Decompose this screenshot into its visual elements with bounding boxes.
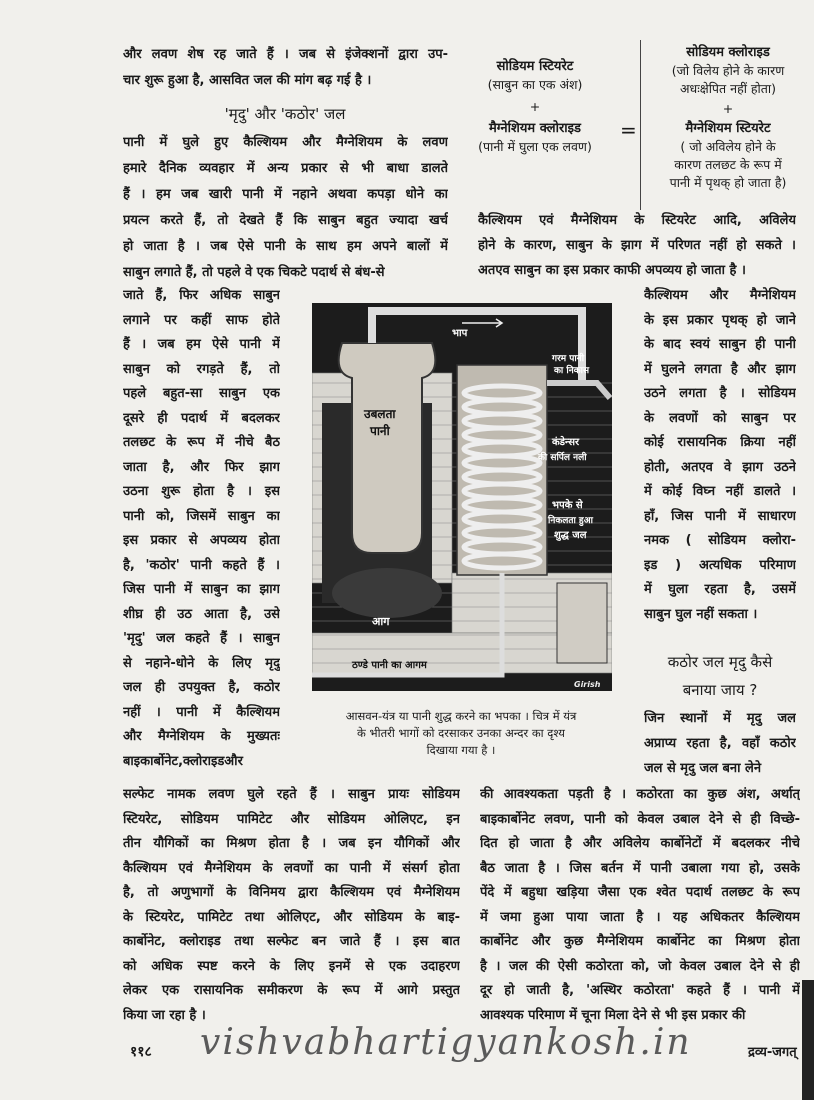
text-line: अप्राप्य रहता है, वहाँ कठोर xyxy=(644,736,796,751)
text-line: बैठ जाता है । जिस बर्तन में पानी उबाला गया हो, उसके xyxy=(480,860,800,876)
label-condenser: कंडेन्सर xyxy=(552,437,580,448)
text-line: कार्बोनेट और कुछ मैग्नेशियम कार्बोनेट का मिश्रण होता xyxy=(480,934,800,949)
equation-sodium-chloride: सोडियम क्लोराइड xyxy=(686,45,770,60)
label-boiling-water: पानी xyxy=(370,424,390,438)
text-line: नहीं । पानी में कैल्शियम xyxy=(123,704,280,720)
caption-line: दिखाया गया है । xyxy=(426,743,496,757)
text-line: लगाने पर कहीं साफ होते xyxy=(123,312,280,328)
text-line: की आवश्यकता पड़ती है । कठोरता का कुछ अंश, अर्थात् xyxy=(480,787,800,802)
text-line: पहले बहुत-सा साबुन एक xyxy=(123,386,280,401)
text-line: किया जा रहा है । xyxy=(123,1007,206,1023)
text-line: पानी में घुले हुए कैल्शियम और मैग्नेशियम के लवण xyxy=(123,135,448,150)
section1-narrow-column xyxy=(123,284,280,774)
equation-divider xyxy=(640,40,641,210)
boiler xyxy=(339,343,436,553)
label-hot-water-outlet: गरम पानी xyxy=(552,354,585,364)
watermark: vishvabhartigyankosh.in xyxy=(200,1022,692,1063)
label-steam: भाप xyxy=(452,328,468,339)
equation-note: (जो विलेय होने के कारण xyxy=(671,63,785,78)
text-line: 'मृदु' जल कहते हैं । साबुन xyxy=(123,631,280,646)
label-condenser: की सर्पिल नली xyxy=(538,453,587,463)
text-line: में कोई विघ्न नहीं डालते । xyxy=(644,484,796,499)
equation-magnesium-stearate: मैग्नेशियम स्टियरेट xyxy=(685,121,771,136)
page-number: ११८ xyxy=(130,1044,152,1060)
text-line: पेंदे में बहुधा खड़िया जैसा एक श्वेत पदार्थ तलछट के रूप xyxy=(480,885,800,900)
label-cold-water-inlet: ठण्डे पानी का आगम xyxy=(352,660,427,671)
text-line: जाता है, और फिर झाग xyxy=(123,459,280,475)
intro-paragraph xyxy=(123,42,448,94)
equation-plus: + xyxy=(529,99,541,114)
text-line: जाते हैं, फिर अधिक साबुन xyxy=(123,288,280,303)
equation-note: कारण तलछट के रूप में xyxy=(674,157,782,172)
text-line: के स्टियरेट, पामिटेट तथा ओलिएट, और सोडियम के बाइ- xyxy=(123,909,460,925)
text-line: दूसरे ही पदार्थ में बदलकर xyxy=(123,410,280,426)
text-line: में घुलने लगता है और झाग xyxy=(644,361,796,377)
heading-line: बनाया जाय ? xyxy=(682,681,758,699)
section3-narrow-column xyxy=(644,706,796,781)
caption-line: आसवन-यंत्र या पानी शुद्ध करने का भपका । चित्र में यंत्र xyxy=(345,709,577,723)
text-line: शीघ्र ही उठ आता है, उसे xyxy=(123,606,280,622)
text-line: कोई रासायनिक क्रिया नहीं xyxy=(644,435,796,450)
equation-note: पानी में पृथक् हो जाता है) xyxy=(669,175,787,190)
section1-bottom-paragraph xyxy=(123,783,460,1028)
text-line: साबुन लगाते हैं, तो पहले वे एक चिकटे पदार्थ से बंध-से xyxy=(123,265,385,280)
label-hot-water-outlet: का निकास xyxy=(554,366,590,376)
text-line: और लवण शेष रह जाते हैं । जब से इंजेक्शनों द्वारा उप- xyxy=(123,47,448,62)
equation-note: अधःक्षेपित नहीं होता) xyxy=(679,81,777,96)
label-pure-water: शुद्ध जल xyxy=(554,530,587,541)
text-line: इड ) अत्यधिक परिमाण xyxy=(644,557,796,573)
text-line: को अधिक स्पष्ट करने के लिए इनमें से एक उदाहरण xyxy=(123,958,460,974)
text-line: साबुन घुल नहीं सकता । xyxy=(644,606,758,622)
text-line: जल ही उपयुक्त है, कठोर xyxy=(123,680,280,695)
equation-note: (साबुन का एक अंश) xyxy=(487,77,583,92)
equation-right xyxy=(648,44,808,192)
figure-caption xyxy=(308,708,614,759)
text-line: है, 'कठोर' पानी कहते हैं । xyxy=(123,557,280,573)
text-line: और मैग्नेशियम के मुख्यतः xyxy=(123,729,280,744)
text-line: है । जल की ऐसी कठोरता को, जो केवल उबाल देने से ही xyxy=(480,958,800,974)
text-line: के बाद स्वयं साबुन ही पानी xyxy=(644,337,796,352)
section1-paragraph xyxy=(123,130,448,286)
text-line: तीन यौगिकों का मिश्रण होता है । जब इन यौगिकों और xyxy=(123,836,460,851)
text-line: जिस पानी में साबुन का झाग xyxy=(123,582,280,597)
text-line: कैल्शियम एवं मैग्नेशियम के स्टियरेट आदि, अविलेय xyxy=(478,213,796,228)
text-line: सल्फेट नामक लवण घुले रहते हैं । साबुन प्रायः सोडियम xyxy=(123,787,460,802)
section-heading-softening xyxy=(650,648,790,704)
text-line: साबुन को रगड़ते हैं, तो xyxy=(123,361,280,377)
text-line: इस प्रकार से अपव्यय होता xyxy=(123,533,280,548)
text-line: पानी को, जिसमें साबुन का xyxy=(123,508,280,524)
section3-bottom-paragraph xyxy=(480,783,800,1028)
text-line: कैल्शियम एवं मैग्नेशियम के लवणों का पानी में संसर्ग होता xyxy=(123,860,460,876)
text-line: है, तो अणुभागों के विनिमय द्वारा कैल्शियम एवं मैग्नेशियम xyxy=(123,885,460,900)
equation-equals: = xyxy=(620,118,637,142)
text-line: कार्बोनेट, क्लोराइड तथा सल्फेट बन जाते हैं । इस बात xyxy=(123,934,460,949)
text-line: बाइकार्बोनेट,क्लोराइडऔर xyxy=(123,753,243,769)
text-line: उठने लगता है । सोडियम xyxy=(644,386,796,401)
text-line: स्टियरेट, सोडियम पामिटेट और सोडियम ओलिएट, इन xyxy=(123,811,460,827)
distillation-apparatus-illustration xyxy=(312,303,612,691)
text-line: अतएव साबुन का इस प्रकार काफी अपव्यय हो जाता है । xyxy=(478,263,746,278)
collection-bucket xyxy=(557,583,607,663)
text-line: में घुला रहता है, उसमें xyxy=(644,582,796,597)
caption-line: के भीतरी भागों को दरसाकर उनका अन्दर का दृश्य xyxy=(357,726,565,740)
equation-note: (पानी में घुला एक लवण) xyxy=(478,139,592,154)
equation-magnesium-chloride: मैग्नेशियम क्लोराइड xyxy=(489,121,581,136)
text-line: आवश्यक परिमाण में चूना मिला देने से भी इस प्रकार की xyxy=(480,1007,746,1023)
text-line: नमक ( सोडियम क्लोरा- xyxy=(644,533,796,548)
text-line: तलछट के रूप में नीचे बैठ xyxy=(123,435,280,450)
label-fire: आग xyxy=(372,615,390,628)
equation-left-top xyxy=(455,58,615,156)
label-boiling-water: उबलता xyxy=(364,407,396,421)
section2-narrow-column xyxy=(644,284,796,627)
label-pure-water: भपके से xyxy=(552,500,583,511)
text-line: हमारे दैनिक व्यवहार में अन्य प्रकार से भी बाधा डालते xyxy=(123,161,448,176)
equation-plus: + xyxy=(722,101,734,116)
equation-note: ( जो अविलेय होने के xyxy=(680,139,776,154)
text-line: प्रयत्न करते हैं, तो देखते हैं कि साबुन बहुत ज्यादा खर्च xyxy=(123,213,448,228)
text-line: के इस प्रकार पृथक् हो जाने xyxy=(644,312,796,328)
text-line: लेकर एक रासायनिक समीकरण के रूप में आगे प्रस्तुत xyxy=(123,983,460,998)
text-line: दित हो जाता है और अविलेय कार्बोनेटों में बदलकर नीचे xyxy=(480,836,800,851)
heading-line: कठोर जल मृदु कैसे xyxy=(667,653,773,671)
text-line: बाइकार्बोनेट लवण, पानी को केवल उबाल देने से ही विच्छे- xyxy=(480,811,800,827)
text-line: हाँ, जिस पानी में साधारण xyxy=(644,508,796,524)
artist-signature: Girish xyxy=(574,680,601,689)
text-line: हैं । जब हम ऐसे पानी में xyxy=(123,337,280,352)
text-line: हैं । हम जब खारी पानी में नहाने अथवा कपड़ा धोने का xyxy=(123,187,448,202)
magazine-name: द्रव्य-जगत् xyxy=(748,1045,797,1060)
text-line: से नहाने-धोने के लिए मृदु xyxy=(123,655,280,671)
text-line: होती, अतएव वे झाग उठने xyxy=(644,459,796,475)
text-line: जिन स्थानों में मृदु जल xyxy=(644,711,796,726)
text-line: जल से मृदु जल बना लेने xyxy=(644,761,762,776)
text-line: में जमा हुआ पाया जाता है । यह अधिकतर कैल्शियम xyxy=(480,909,800,925)
text-line: कैल्शियम और मैग्नेशियम xyxy=(644,288,796,303)
text-line: उठना शुरू होता है । इस xyxy=(123,484,280,499)
text-line: के लवणों को साबुन पर xyxy=(644,410,796,426)
text-line: चार शुरू हुआ है, आसवित जल की मांग बढ़ गई है । xyxy=(123,73,372,88)
text-line: हो जाता है । जब ऐसे पानी के साथ हम अपने बालों में xyxy=(123,239,448,254)
section2-paragraph xyxy=(478,208,796,283)
text-line: दूर हो जाती है, 'अस्थिर कठोरता' कहते हैं । पानी में xyxy=(480,983,800,998)
label-pure-water: निकलता हुआ xyxy=(548,516,593,526)
coal-fire xyxy=(332,568,442,618)
text-line: होने के कारण, साबुन के झाग में परिणत नहीं हो सकते । xyxy=(478,238,796,253)
equation-sodium-stearate: सोडियम स्टियरेट xyxy=(496,59,574,74)
section-heading-soft-hard-water: 'मृदु' और 'कठोर' जल xyxy=(224,105,346,123)
page-edge-shadow xyxy=(802,980,814,1100)
